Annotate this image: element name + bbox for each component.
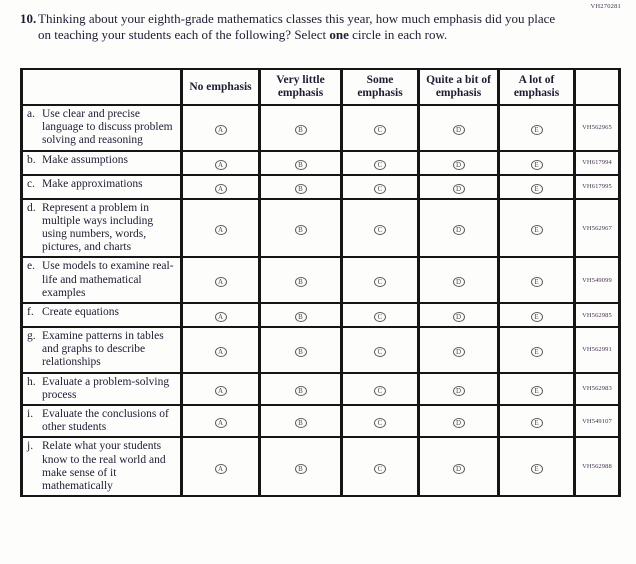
row-label-cell (22, 105, 182, 151)
response-bubble-c[interactable]: C (374, 418, 386, 428)
bubble-cell (182, 405, 260, 437)
table-header (22, 69, 620, 105)
bubble-cell (419, 303, 499, 327)
response-bubble-d[interactable]: D (453, 386, 465, 396)
question-text (38, 11, 560, 42)
table-row (22, 303, 620, 327)
bubble-cell (260, 105, 342, 151)
response-bubble-a[interactable]: A (215, 347, 227, 357)
bubble-cell (419, 437, 499, 496)
bubble-cell (260, 199, 342, 258)
response-bubble-d[interactable]: D (453, 277, 465, 287)
row-letter: a. (27, 108, 35, 120)
bubble-cell (182, 175, 260, 199)
table-row (22, 257, 620, 303)
row-label: Create equations (42, 306, 119, 319)
row-label-cell (22, 175, 182, 199)
bubble-cell (342, 437, 419, 496)
table-row (22, 175, 620, 199)
row-label-cell (22, 373, 182, 405)
row-letter: c. (27, 177, 35, 190)
bubble-cell (260, 175, 342, 199)
bubble-cell (182, 257, 260, 303)
header-some-emphasis: Some emphasis (342, 69, 419, 105)
bubble-cell (419, 257, 499, 303)
response-bubble-e[interactable]: E (531, 418, 543, 428)
row-letter: h. (27, 375, 36, 388)
bubble-cell (499, 151, 575, 175)
row-label-cell (22, 327, 182, 373)
response-bubble-e[interactable]: E (531, 312, 543, 322)
bubble-cell (499, 405, 575, 437)
question-text-start: Thinking about your eighth-grade mathematics classes this year, how much emphasis did you place on teaching your students each of the following? Select (38, 11, 556, 42)
item-code: VH562988 (575, 437, 620, 496)
table-row (22, 327, 620, 373)
response-bubble-b[interactable]: B (295, 184, 307, 194)
response-bubble-d[interactable]: D (453, 160, 465, 170)
response-bubble-c[interactable]: C (374, 225, 386, 235)
response-bubble-a[interactable]: A (215, 418, 227, 428)
row-letter: e. (27, 260, 35, 273)
response-bubble-b[interactable]: B (295, 386, 307, 396)
table-row (22, 105, 620, 151)
response-bubble-e[interactable]: E (531, 277, 543, 287)
bubble-cell (419, 175, 499, 199)
table-row (22, 405, 620, 437)
bubble-cell (342, 373, 419, 405)
response-bubble-d[interactable]: D (453, 418, 465, 428)
response-bubble-b[interactable]: B (295, 312, 307, 322)
emphasis-table (20, 68, 621, 497)
bubble-cell (499, 327, 575, 373)
bubble-cell (260, 257, 342, 303)
response-bubble-d[interactable]: D (453, 312, 465, 322)
response-bubble-c[interactable]: C (374, 386, 386, 396)
response-bubble-a[interactable]: A (215, 160, 227, 170)
response-bubble-d[interactable]: D (453, 125, 465, 135)
row-label: Examine patterns in tables and graphs to describe relationships (42, 330, 164, 369)
item-code: VH549107 (575, 405, 620, 437)
question-text-bold: one (329, 26, 349, 42)
header-a-lot-of-emphasis: A lot of emphasis (499, 69, 575, 105)
response-bubble-e[interactable]: E (531, 464, 543, 474)
response-bubble-e[interactable]: E (531, 184, 543, 194)
row-label-cell (22, 199, 182, 258)
response-bubble-a[interactable]: A (215, 464, 227, 474)
header-item-column-blank (22, 69, 182, 105)
response-bubble-e[interactable]: E (531, 347, 543, 357)
bubble-cell (342, 257, 419, 303)
bubble-cell (342, 105, 419, 151)
row-label-cell (22, 437, 182, 496)
item-code: VH562991 (575, 327, 620, 373)
table-row (22, 199, 620, 258)
response-bubble-c[interactable]: C (374, 160, 386, 170)
row-label-cell (22, 257, 182, 303)
bubble-cell (342, 151, 419, 175)
bubble-cell (260, 373, 342, 405)
response-bubble-b[interactable]: B (295, 225, 307, 235)
row-letter: d. (27, 201, 36, 214)
row-label-cell (22, 151, 182, 175)
bubble-cell (419, 373, 499, 405)
question-number: 10. (20, 11, 37, 26)
bubble-cell (342, 327, 419, 373)
response-bubble-b[interactable]: B (295, 160, 307, 170)
response-bubble-c[interactable]: C (374, 347, 386, 357)
response-bubble-e[interactable]: E (531, 225, 543, 235)
response-bubble-b[interactable]: B (295, 418, 307, 428)
bubble-cell (499, 303, 575, 327)
response-bubble-c[interactable]: C (374, 312, 386, 322)
bubble-cell (182, 105, 260, 151)
row-label: Use clear and precise language to discuss problem solving and reasoning (42, 108, 173, 147)
item-code: VH562967 (575, 199, 620, 258)
bubble-cell (419, 105, 499, 151)
row-label: Represent a problem in multiple ways including using numbers, words, pictures, and charts (42, 201, 154, 254)
response-bubble-b[interactable]: B (295, 125, 307, 135)
header-no-emphasis: No emphasis (182, 69, 260, 105)
item-code: VH549099 (575, 257, 620, 303)
row-letter: i. (27, 408, 34, 421)
response-bubble-a[interactable]: A (215, 225, 227, 235)
row-label-cell (22, 303, 182, 327)
row-label: Make approximations (42, 177, 143, 190)
bubble-cell (342, 405, 419, 437)
response-bubble-e[interactable]: E (531, 125, 543, 135)
item-code: VH617994 (575, 151, 620, 175)
bubble-cell (499, 199, 575, 258)
response-bubble-d[interactable]: D (453, 184, 465, 194)
bubble-cell (499, 437, 575, 496)
row-letter: g. (27, 330, 36, 343)
bubble-cell (342, 199, 419, 258)
bubble-cell (499, 257, 575, 303)
header-code-column-blank (575, 69, 620, 105)
response-bubble-c[interactable]: C (374, 125, 386, 135)
bubble-cell (499, 175, 575, 199)
response-bubble-c[interactable]: C (374, 184, 386, 194)
response-bubble-d[interactable]: D (453, 347, 465, 357)
item-code: VH562983 (575, 373, 620, 405)
bubble-cell (419, 327, 499, 373)
bubble-cell (419, 405, 499, 437)
response-bubble-a[interactable]: A (215, 312, 227, 322)
bubble-cell (182, 327, 260, 373)
question-block (20, 11, 565, 42)
response-bubble-a[interactable]: A (215, 277, 227, 287)
response-bubble-d[interactable]: D (453, 464, 465, 474)
bubble-cell (499, 105, 575, 151)
bubble-cell (182, 437, 260, 496)
row-letter: j. (27, 440, 34, 453)
bubble-cell (342, 303, 419, 327)
response-bubble-c[interactable]: C (374, 464, 386, 474)
table-row (22, 151, 620, 175)
question-text-end: circle in each row. (348, 26, 448, 42)
response-bubble-e[interactable]: E (531, 386, 543, 396)
bubble-cell (260, 303, 342, 327)
row-label: Make assumptions (42, 153, 128, 166)
row-letter: b. (27, 153, 36, 166)
bubble-cell (260, 327, 342, 373)
bubble-cell (499, 373, 575, 405)
response-bubble-a[interactable]: A (215, 386, 227, 396)
bubble-cell (260, 437, 342, 496)
response-bubble-c[interactable]: C (374, 277, 386, 287)
response-bubble-e[interactable]: E (531, 160, 543, 170)
item-code: VH617995 (575, 175, 620, 199)
bubble-cell (182, 373, 260, 405)
bubble-cell (182, 303, 260, 327)
row-label: Evaluate a problem-solving process (42, 375, 170, 401)
response-bubble-b[interactable]: B (295, 464, 307, 474)
table-row (22, 437, 620, 496)
header-quite-a-bit-of-emphasis: Quite a bit of emphasis (419, 69, 499, 105)
table-row (22, 373, 620, 405)
bubble-cell (419, 151, 499, 175)
row-label: Use models to examine real-life and mathematical examples (42, 260, 174, 299)
row-label: Evaluate the conclusions of other students (42, 408, 169, 434)
bubble-cell (182, 151, 260, 175)
row-label: Relate what your students know to the real world and make sense of it mathematically (42, 440, 166, 493)
bubble-cell (419, 199, 499, 258)
response-bubble-a[interactable]: A (215, 184, 227, 194)
row-label-cell (22, 405, 182, 437)
response-bubble-b[interactable]: B (295, 277, 307, 287)
header-very-little-emphasis: Very little emphasis (260, 69, 342, 105)
item-code: VH562965 (575, 105, 620, 151)
bubble-cell (342, 175, 419, 199)
page-code: VH270281 (590, 3, 621, 10)
row-letter: f. (27, 306, 34, 319)
item-code: VH562985 (575, 303, 620, 327)
bubble-cell (260, 405, 342, 437)
bubble-cell (260, 151, 342, 175)
response-bubble-d[interactable]: D (453, 225, 465, 235)
response-bubble-b[interactable]: B (295, 347, 307, 357)
bubble-cell (182, 199, 260, 258)
response-bubble-a[interactable]: A (215, 125, 227, 135)
